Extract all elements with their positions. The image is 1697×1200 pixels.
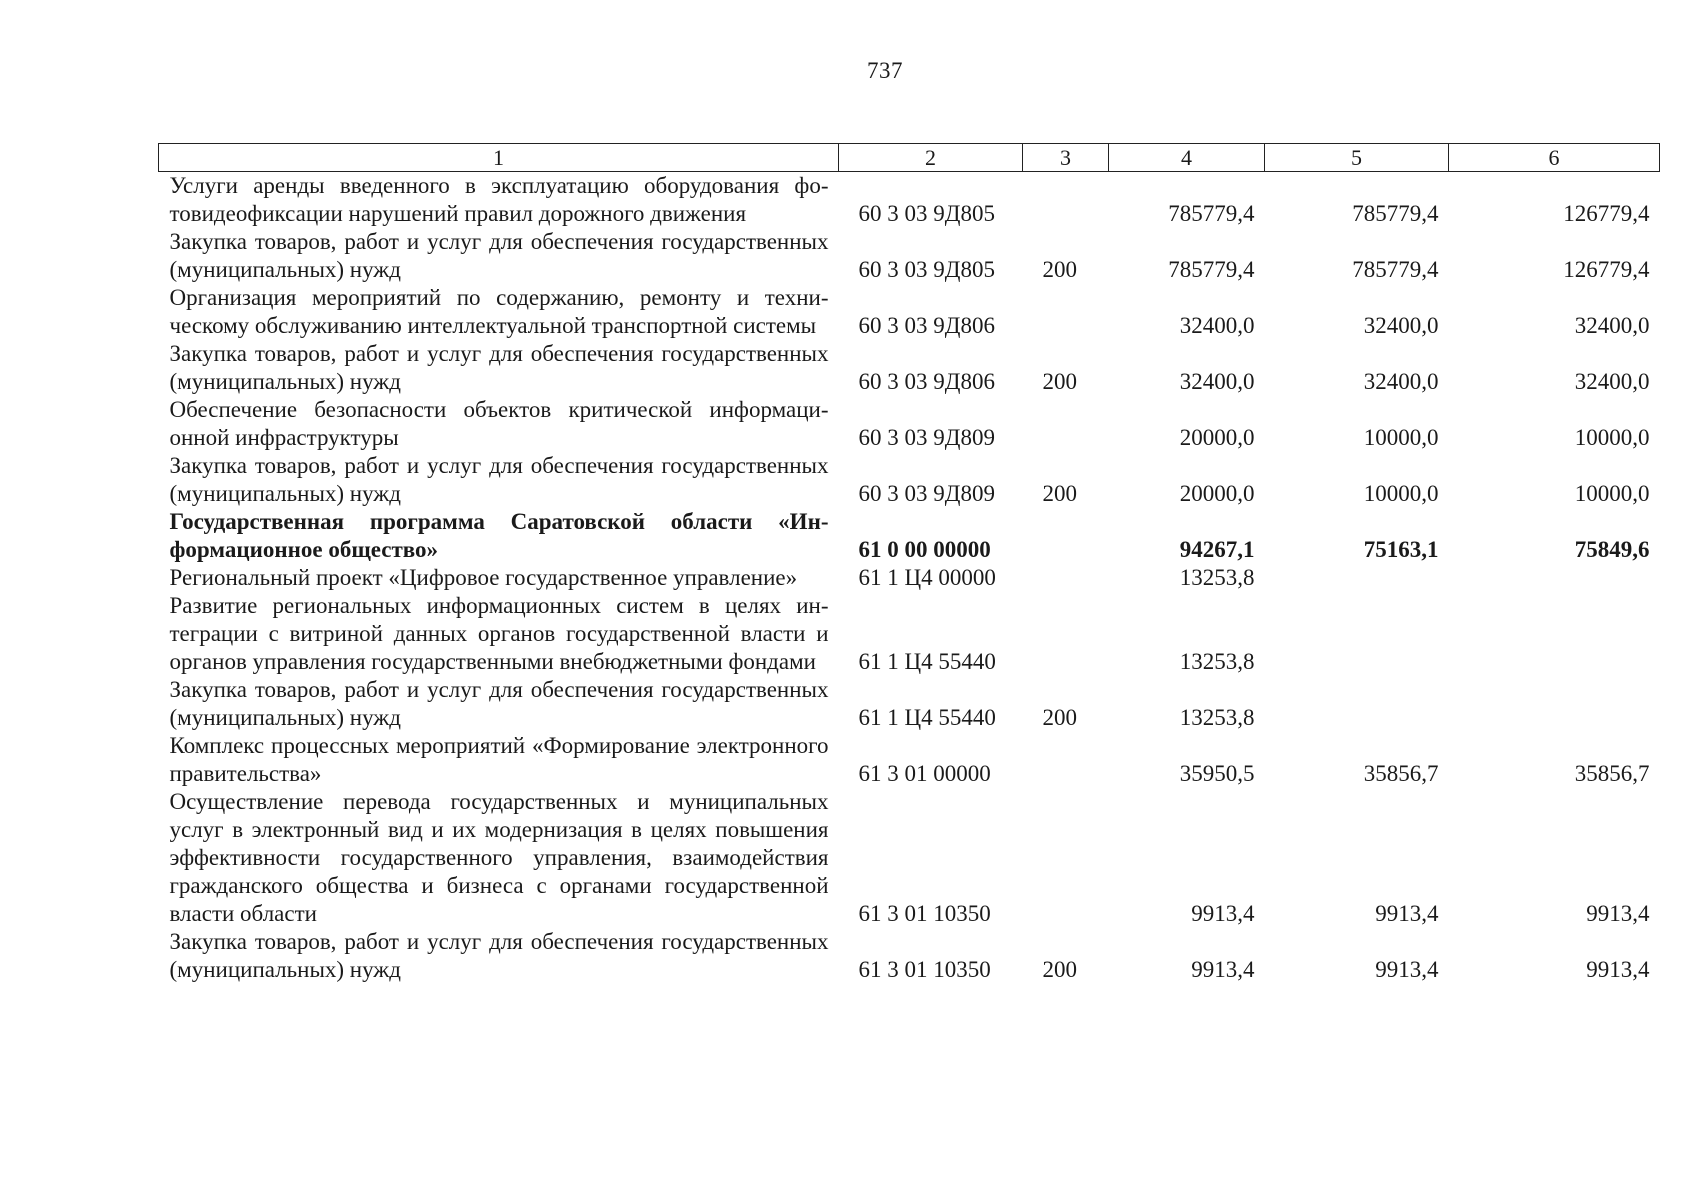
row-value-year-1: 32400,0 [1179,313,1255,338]
header-col-3: 3 [1023,144,1109,172]
row-value-year-3: 9913,4 [1586,957,1650,982]
row-value-year-1: 20000,0 [1179,425,1255,450]
row-expense-type: 200 [1042,957,1077,982]
budget-sheet [158,143,1659,984]
table-row [159,396,1660,452]
row-value-year-2: 785779,4 [1352,257,1439,282]
row-value-year-3: 10000,0 [1574,481,1650,506]
table-row [159,592,1660,676]
row-expense-type [1023,284,1109,340]
row-value-year-1: 785779,4 [1168,257,1255,282]
table-row [159,508,1660,564]
row-value-year-3: 126779,4 [1563,201,1650,226]
row-code: 60 3 03 9Д809 [858,425,995,450]
row-expense-type: 200 [1042,705,1077,730]
page-number: 737 [867,58,903,83]
row-value-year-3: 9913,4 [1586,901,1650,926]
table-row [159,564,1660,592]
row-value-year-2: 785779,4 [1352,201,1439,226]
row-expense-type: 200 [1042,481,1077,506]
header-col-1: 1 [159,144,839,172]
row-value-year-2 [1265,676,1449,732]
header-col-4: 4 [1109,144,1265,172]
header-col-6: 6 [1449,144,1660,172]
row-value-year-2 [1265,592,1449,676]
row-value-year-1: 20000,0 [1179,481,1255,506]
table-row [159,452,1660,508]
row-value-year-3: 10000,0 [1574,425,1650,450]
row-code: 61 1 Ц4 55440 [858,649,996,674]
table-row [159,228,1660,284]
row-name: Закупка товаров, работ и услуг для обеспечения государственных (муниципальных) нужд [169,929,829,982]
row-expense-type: 200 [1042,369,1077,394]
row-name: Региональный проект «Цифровое государственное управление» [169,565,798,590]
row-expense-type [1023,396,1109,452]
row-code: 61 1 Ц4 00000 [858,565,996,590]
table-row [159,788,1660,928]
row-value-year-3: 32400,0 [1574,313,1650,338]
row-code: 60 3 03 9Д805 [858,257,995,282]
table-body [159,172,1660,985]
row-value-year-1: 35950,5 [1179,761,1255,786]
row-name: Закупка товаров, работ и услуг для обеспечения государственных (муниципальных) нужд [169,229,829,282]
row-expense-type [1023,788,1109,928]
row-value-year-2: 35856,7 [1363,761,1439,786]
table-row [159,928,1660,984]
row-name: Комплекс процессных мероприятий «Формирование электронного правительства» [169,733,829,786]
row-name: Закупка товаров, работ и услуг для обеспечения государственных (муниципальных) нужд [169,453,829,506]
row-name: Осуществление перевода государственных и муниципальных услуг в электронный вид и их модернизация в целях повышения эффективности государственного управления, взаимодействия гражданского общества и бизнеса с органами государственной власти области [169,789,829,926]
row-value-year-2 [1265,564,1449,592]
row-code: 61 3 01 10350 [858,901,991,926]
row-name: Услуги аренды введенного в эксплуатацию оборудования фотовидеофиксации нарушений правил дорожного движения [169,173,829,226]
row-value-year-3: 32400,0 [1574,369,1650,394]
budget-table [158,143,1660,984]
row-expense-type: 200 [1042,257,1077,282]
header-col-2: 2 [839,144,1023,172]
row-code: 61 1 Ц4 55440 [858,705,996,730]
row-value-year-1: 13253,8 [1179,705,1255,730]
table-row [159,676,1660,732]
table-row [159,172,1660,229]
row-value-year-1: 32400,0 [1179,369,1255,394]
row-value-year-1: 785779,4 [1168,201,1255,226]
row-value-year-1: 9913,4 [1191,901,1255,926]
row-value-year-2: 10000,0 [1363,425,1439,450]
row-code: 60 3 03 9Д805 [858,201,995,226]
table-row [159,340,1660,396]
row-code: 60 3 03 9Д806 [858,313,995,338]
row-value-year-1: 13253,8 [1179,649,1255,674]
row-value-year-3: 35856,7 [1574,761,1650,786]
row-value-year-3: 126779,4 [1563,257,1650,282]
row-expense-type [1023,564,1109,592]
row-value-year-1: 13253,8 [1179,565,1255,590]
row-value-year-3 [1449,564,1660,592]
row-expense-type [1023,592,1109,676]
row-name: Закупка товаров, работ и услуг для обеспечения государственных (муниципальных) нужд [169,677,829,730]
row-code: 61 0 00 00000 [858,537,991,562]
row-value-year-2: 9913,4 [1375,901,1439,926]
row-expense-type [1023,508,1109,564]
row-code: 60 3 03 9Д809 [858,481,995,506]
row-name: Организация мероприятий по содержанию, ремонту и техническому обслуживанию интеллектуальной транспортной системы [169,285,829,338]
row-value-year-3 [1449,592,1660,676]
row-expense-type [1023,732,1109,788]
row-value-year-1: 9913,4 [1191,957,1255,982]
table-header [159,144,1660,172]
row-value-year-3 [1449,676,1660,732]
row-name: Обеспечение безопасности объектов критической информационной инфраструктуры [169,397,829,450]
row-code: 61 3 01 00000 [858,761,991,786]
row-code: 61 3 01 10350 [858,957,991,982]
row-value-year-2: 9913,4 [1375,957,1439,982]
header-col-5: 5 [1265,144,1449,172]
row-value-year-3: 75849,6 [1574,537,1650,562]
row-expense-type [1023,172,1109,229]
table-row [159,284,1660,340]
row-name: Развитие региональных информационных систем в целях интеграции с витриной данных органов государственной власти и органов управления государственными внебюджетными фондами [169,593,829,674]
header-row [159,144,1660,172]
row-value-year-2: 32400,0 [1363,369,1439,394]
table-row [159,732,1660,788]
row-value-year-2: 75163,1 [1363,537,1439,562]
row-value-year-1: 94267,1 [1179,537,1255,562]
row-name: Государственная программа Саратовской области «Информационное общество» [169,509,829,562]
row-code: 60 3 03 9Д806 [858,369,995,394]
row-name: Закупка товаров, работ и услуг для обеспечения государственных (муниципальных) нужд [169,341,829,394]
row-value-year-2: 10000,0 [1363,481,1439,506]
row-value-year-2: 32400,0 [1363,313,1439,338]
